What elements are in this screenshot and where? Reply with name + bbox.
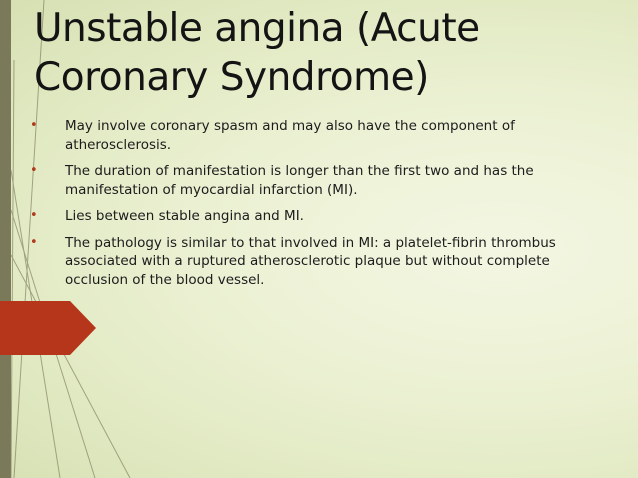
bullet-text: The pathology is similar to that involved in MI: a platelet-fibrin thrombus associated with a ruptured atherosclerotic plaque but without complete occlusion of the blood vessel. (65, 234, 556, 288)
bullet-marker: • (30, 163, 38, 178)
bullet-text: Lies between stable angina and MI. (65, 208, 304, 224)
bullet-marker: • (30, 234, 38, 250)
bullet-text: May involve coronary spasm and may also have the component of atherosclerosis. (65, 118, 515, 153)
red-arrow-tab (0, 301, 96, 355)
bullet-item (30, 207, 590, 226)
bullet-text: The duration of manifestation is longer than the first two and has the manifestation of myocardial infarction (MI). (65, 163, 534, 198)
decor-line (11, 60, 14, 478)
bullet-marker: • (30, 208, 38, 223)
bullet-item (30, 117, 590, 154)
bullet-list (30, 117, 590, 297)
bullet-marker: • (30, 118, 38, 133)
slide-title: Unstable angina (Acute Coronary Syndrome) (34, 6, 480, 100)
bullet-item (30, 162, 590, 199)
bullet-item (30, 234, 590, 290)
